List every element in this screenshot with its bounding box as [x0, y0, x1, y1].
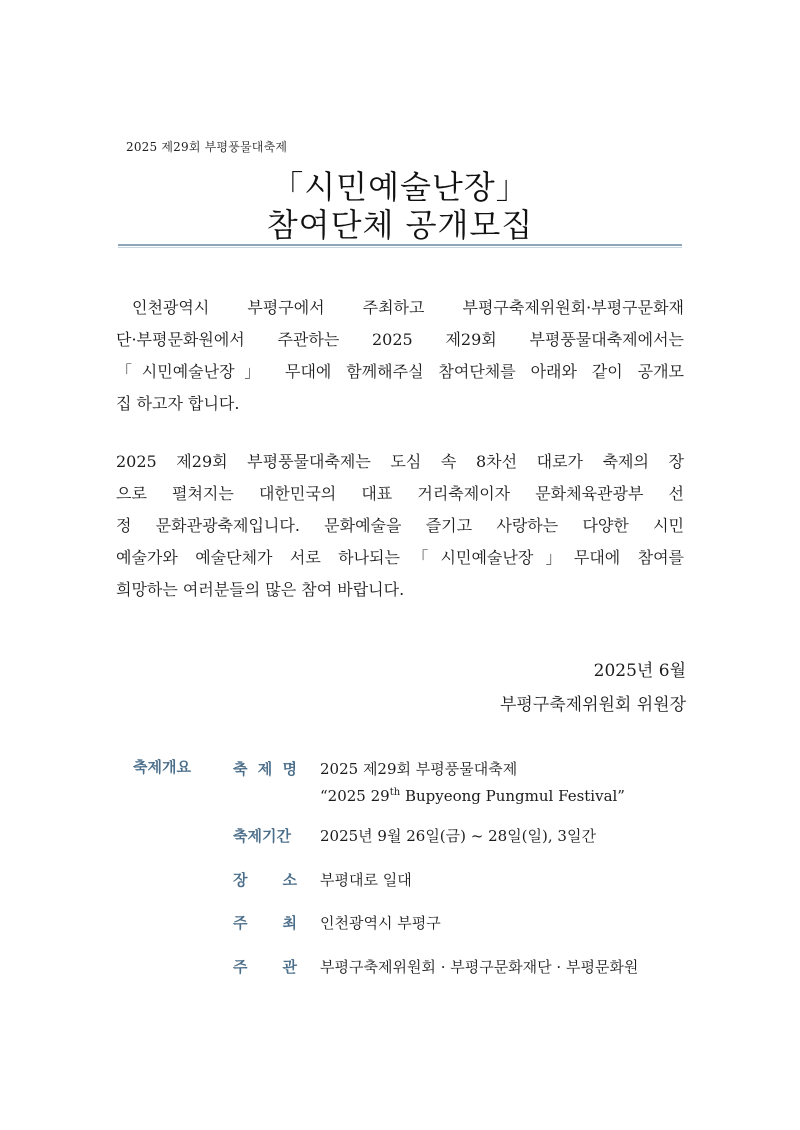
paragraph-line: 인천광역시 부평구에서 주최하고 부평구축제위원회·부평구문화재: [132, 298, 684, 317]
festival-description-paragraph: [116, 446, 684, 606]
title-line-1: 「시민예술난장」: [271, 168, 529, 206]
signature-date: 2025년 6월: [593, 661, 686, 681]
document-title: [0, 168, 800, 244]
overview-key-place: [233, 869, 297, 890]
paragraph-line: 정 문화관광축제입니다. 문화예술을 즐기고 사랑하는 다양한 시민: [116, 516, 684, 535]
paragraph-line: 희망하는 여러분들의 많은 참여 바랍니다.: [116, 580, 405, 599]
key-char: 축: [233, 760, 248, 778]
ordinal-suffix: th: [389, 787, 401, 798]
title-divider: [118, 244, 682, 248]
paragraph-line: 단·부평문화원에서 주관하는 2025 제29회 부평풍물대축제에서는: [116, 330, 684, 349]
paragraph-line: 「시민예술난장」 무대에 함께해주실 참여단체를 아래와 같이 공개모: [116, 362, 684, 381]
key-char: 최: [282, 914, 297, 932]
key-char: 장: [233, 871, 248, 889]
paragraph-line: 집 하고자 합니다.: [116, 394, 240, 413]
paragraph-line: 예술가와 예술단체가 서로 하나되는「시민예술난장」무대에 참여를: [116, 548, 684, 567]
overview-key-name: [233, 758, 297, 779]
overview-key-organizer: [233, 956, 297, 977]
paragraph-line: 으로 펼쳐지는 대한민국의 대표 거리축제이자 문화체육관광부 선: [116, 484, 684, 503]
title-line-2: 참여단체 공개모집: [266, 206, 534, 244]
overview-key-host: [233, 912, 297, 933]
key-char: 명: [282, 760, 297, 778]
key-char: 제: [257, 760, 273, 778]
key-char: 주: [233, 958, 248, 976]
english-name-part: “2025 29: [320, 787, 390, 805]
overview-value-place: 부평대로 일대: [320, 871, 412, 889]
key-char: 소: [282, 871, 297, 889]
festival-name-english: [320, 787, 625, 805]
overview-key-period: 축제기간: [233, 827, 291, 845]
key-char: 관: [282, 958, 297, 976]
intro-paragraph: [116, 292, 684, 420]
festival-name-korean: 2025 제29회 부평풍물대축제: [320, 760, 518, 778]
english-name-part: Bupyeong Pungmul Festival”: [400, 787, 625, 805]
paragraph-line: 2025 제29회 부평풍물대축제는 도심 속 8차선 대로가 축제의 장: [116, 452, 684, 471]
overview-value-name: [320, 758, 625, 805]
overview-label: 축제개요: [133, 758, 191, 776]
signature-organization: 부평구축제위원회 위원장: [499, 695, 686, 715]
overview-value-host: 인천광역시 부평구: [320, 914, 441, 932]
overview-value-period: 2025년 9월 26일(금) ~ 28일(일), 3일간: [320, 827, 596, 845]
key-char: 주: [233, 914, 248, 932]
overview-value-organizer: 부평구축제위원회 · 부평구문화재단 · 부평문화원: [320, 958, 639, 976]
festival-subtitle: 2025 제29회 부평풍물대축제: [126, 140, 288, 154]
